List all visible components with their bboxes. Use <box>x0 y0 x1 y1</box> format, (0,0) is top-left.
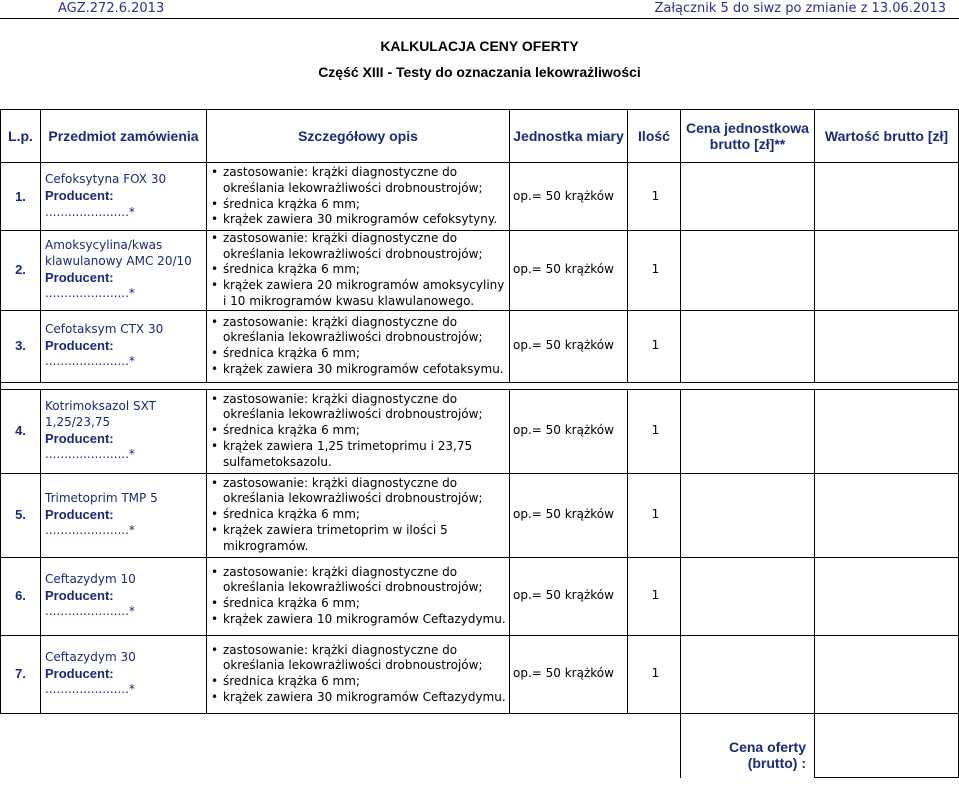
description-bullet: • krążek zawiera trimetoprim w ilości 5 mikrogramów. <box>211 523 509 554</box>
item-cell <box>41 389 207 473</box>
row-number: 6. <box>1 557 41 635</box>
producer-blank[interactable]: ......................* <box>45 447 135 462</box>
description-list <box>211 315 509 378</box>
col-header-details: Szczegółowy opis <box>207 110 510 163</box>
col-header-unit-price: Cena jednostkowa brutto [zł]** <box>681 110 815 163</box>
description-bullet: • średnica krążka 6 mm; <box>211 197 509 213</box>
col-header-lp: L.p. <box>1 110 41 163</box>
value-cell[interactable] <box>815 310 959 382</box>
description-cell <box>207 473 510 557</box>
description-bullet: • średnica krążka 6 mm; <box>211 507 509 523</box>
value-cell[interactable] <box>815 163 959 231</box>
value-cell[interactable] <box>815 473 959 557</box>
description-cell <box>207 635 510 713</box>
unit-price-cell[interactable] <box>681 473 815 557</box>
producer-blank[interactable]: ......................* <box>45 204 135 219</box>
item-cell <box>41 310 207 382</box>
unit-price-cell[interactable] <box>681 231 815 311</box>
description-cell <box>207 557 510 635</box>
table-row <box>1 557 959 635</box>
producer-label: Producent: <box>45 269 114 285</box>
item-name: Trimetoprim TMP 5 <box>45 490 158 505</box>
description-bullet: • krążek zawiera 30 mikrogramów cefotaksymu. <box>211 362 509 378</box>
table-row <box>1 635 959 713</box>
row-separator <box>1 382 959 389</box>
unit-cell: op.= 50 krążków <box>510 557 628 635</box>
unit-price-cell[interactable] <box>681 310 815 382</box>
item-name: Kotrimoksazol SXT 1,25/23,75 <box>45 399 156 429</box>
item-cell <box>41 635 207 713</box>
qty-cell: 1 <box>628 310 681 382</box>
header-divider <box>0 18 959 19</box>
item-cell <box>41 473 207 557</box>
table-row <box>1 163 959 231</box>
description-bullet: • zastosowanie: krążki diagnostyczne do określania lekowrażliwości drobnoustrojów; <box>211 165 509 196</box>
description-bullet: • krążek zawiera 30 mikrogramów cefoksytyny. <box>211 212 509 228</box>
description-bullet: • zastosowanie: krążki diagnostyczne do określania lekowrażliwości drobnoustrojów; <box>211 315 509 346</box>
qty-cell: 1 <box>628 557 681 635</box>
item-name: Cefotaksym CTX 30 <box>45 321 164 336</box>
col-header-value: Wartość brutto [zł] <box>815 110 959 163</box>
price-table <box>0 109 959 778</box>
unit-price-cell[interactable] <box>681 557 815 635</box>
page-header <box>0 0 959 20</box>
document-subtitle: Część XIII - Testy do oznaczania lekowrażliwości <box>318 64 641 80</box>
qty-cell: 1 <box>628 635 681 713</box>
description-list <box>211 565 509 628</box>
total-value-cell[interactable] <box>815 713 959 778</box>
total-row <box>1 713 959 778</box>
description-list <box>211 392 509 471</box>
producer-label: Producent: <box>45 506 114 522</box>
producer-blank[interactable]: ......................* <box>45 354 135 369</box>
description-list <box>211 165 509 228</box>
qty-cell: 1 <box>628 389 681 473</box>
col-header-item: Przedmiot zamówienia <box>41 110 207 163</box>
row-number: 5. <box>1 473 41 557</box>
description-list <box>211 476 509 555</box>
item-cell <box>41 557 207 635</box>
unit-cell: op.= 50 krążków <box>510 635 628 713</box>
item-name: Cefoksytyna FOX 30 <box>45 172 167 187</box>
description-bullet: • krążek zawiera 30 mikrogramów Ceftazydymu. <box>211 690 509 706</box>
total-label: Cena oferty (brutto) : <box>681 713 815 778</box>
table-row <box>1 310 959 382</box>
unit-cell: op.= 50 krążków <box>510 389 628 473</box>
description-cell <box>207 231 510 311</box>
producer-label: Producent: <box>45 188 114 204</box>
unit-price-cell[interactable] <box>681 389 815 473</box>
description-bullet: • średnica krążka 6 mm; <box>211 423 509 439</box>
attachment-note: Załącznik 5 do siwz po zmianie z 13.06.2013 <box>654 1 946 16</box>
producer-blank[interactable]: ......................* <box>45 523 135 538</box>
qty-cell: 1 <box>628 473 681 557</box>
item-name: Amoksycylina/kwas klawulanowy AMC 20/10 <box>45 238 192 269</box>
item-name: Ceftazydym 10 <box>45 571 136 586</box>
description-cell <box>207 163 510 231</box>
col-header-qty: Ilość <box>628 110 681 163</box>
description-bullet: • średnica krążka 6 mm; <box>211 596 509 612</box>
unit-cell: op.= 50 krążków <box>510 231 628 311</box>
description-bullet: • zastosowanie: krążki diagnostyczne do określania lekowrażliwości drobnoustrojów; <box>211 476 509 507</box>
producer-label: Producent: <box>45 665 114 681</box>
row-number: 1. <box>1 163 41 231</box>
producer-label: Producent: <box>45 430 114 446</box>
description-bullet: • zastosowanie: krążki diagnostyczne do określania lekowrażliwości drobnoustrojów; <box>211 643 509 674</box>
row-number: 3. <box>1 310 41 382</box>
value-cell[interactable] <box>815 635 959 713</box>
document-reference: AGZ.272.6.2013 <box>58 1 165 16</box>
producer-blank[interactable]: ......................* <box>45 286 135 301</box>
document-title: KALKULACJA CENY OFERTY <box>380 38 579 54</box>
item-cell <box>41 231 207 311</box>
item-name: Ceftazydym 30 <box>45 649 136 664</box>
table-row <box>1 231 959 311</box>
unit-cell: op.= 50 krążków <box>510 310 628 382</box>
description-bullet: • zastosowanie: krążki diagnostyczne do określania lekowrażliwości drobnoustrojów; <box>211 231 509 262</box>
description-list <box>211 643 509 706</box>
description-bullet: • średnica krążka 6 mm; <box>211 346 509 362</box>
producer-label: Producent: <box>45 587 114 603</box>
qty-cell: 1 <box>628 231 681 311</box>
unit-cell: op.= 50 krążków <box>510 473 628 557</box>
description-list <box>211 231 509 310</box>
producer-blank[interactable]: ......................* <box>45 604 135 619</box>
item-cell <box>41 163 207 231</box>
table-row <box>1 389 959 473</box>
description-bullet: • średnica krążka 6 mm; <box>211 262 509 278</box>
description-bullet: • średnica krążka 6 mm; <box>211 674 509 690</box>
value-cell[interactable] <box>815 231 959 311</box>
description-bullet: • zastosowanie: krążki diagnostyczne do określania lekowrażliwości drobnoustrojów; <box>211 392 509 423</box>
table-header-row <box>1 110 959 163</box>
qty-cell: 1 <box>628 163 681 231</box>
description-cell <box>207 310 510 382</box>
separator-cell <box>1 382 959 389</box>
value-cell[interactable] <box>815 557 959 635</box>
unit-cell: op.= 50 krążków <box>510 163 628 231</box>
row-number: 7. <box>1 635 41 713</box>
col-header-unit: Jednostka miary <box>510 110 628 163</box>
table-row <box>1 473 959 557</box>
description-cell <box>207 389 510 473</box>
row-number: 2. <box>1 231 41 311</box>
value-cell[interactable] <box>815 389 959 473</box>
description-bullet: • krążek zawiera 20 mikrogramów amoksycyliny i 10 mikrogramów kwasu klawulanowego. <box>211 278 509 309</box>
producer-blank[interactable]: ......................* <box>45 682 135 697</box>
description-bullet: • zastosowanie: krążki diagnostyczne do określania lekowrażliwości drobnoustrojów; <box>211 565 509 596</box>
unit-price-cell[interactable] <box>681 635 815 713</box>
description-bullet: • krążek zawiera 10 mikrogramów Ceftazydymu. <box>211 612 509 628</box>
producer-label: Producent: <box>45 337 114 353</box>
total-spacer <box>1 713 681 778</box>
row-number: 4. <box>1 389 41 473</box>
description-bullet: • krążek zawiera 1,25 trimetoprimu i 23,75 sulfametoksazolu. <box>211 439 509 470</box>
unit-price-cell[interactable] <box>681 163 815 231</box>
